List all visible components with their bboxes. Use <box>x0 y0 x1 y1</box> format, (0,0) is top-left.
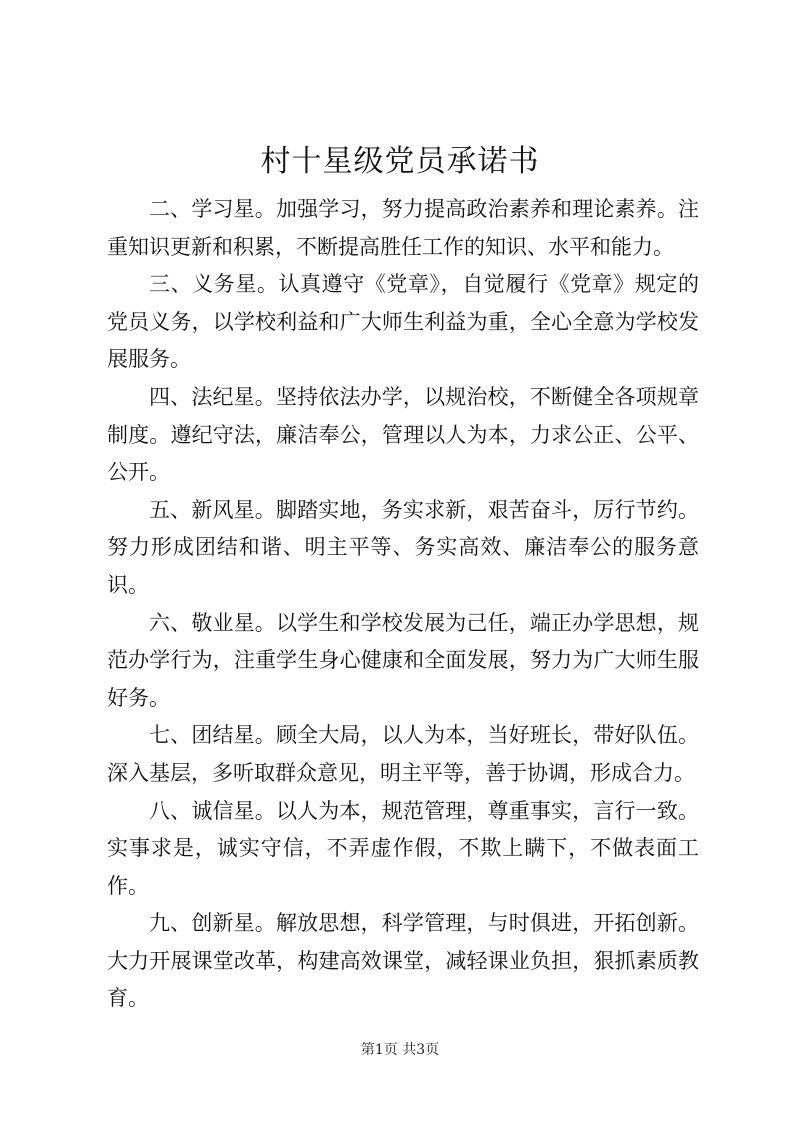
paragraph-dedication-star: 六、敬业星。以学生和学校发展为己任，端正办学思想，规范办学行为，注重学生身心健康和全面发展，努力为广大师生服好务。 <box>107 610 699 710</box>
paragraph-integrity-star: 八、诚信星。以人为本，规范管理，尊重事实，言行一致。实事求是，诚实守信，不弄虚作假，不欺上瞒下，不做表面工作。 <box>107 798 699 898</box>
paragraph-duty-star: 三、义务星。认真遵守《党章》，自觉履行《党章》规定的党员义务，以学校利益和广大师生利益为重，全心全意为学校发展服务。 <box>107 272 699 372</box>
paragraph-unity-star: 七、团结星。顾全大局，以人为本，当好班长，带好队伍。深入基层，多听取群众意见，明主平等，善于协调，形成合力。 <box>107 723 699 785</box>
paragraph-new-style-star: 五、新风星。脚踏实地，务实求新，艰苦奋斗，厉行节约。努力形成团结和谐、明主平等、务实高效、廉洁奉公的服务意识。 <box>107 497 699 597</box>
document-title: 村十星级党员承诺书 <box>260 144 540 179</box>
paragraph-innovation-star: 九、创新星。解放思想，科学管理，与时俱进，开拓创新。大力开展课堂改革，构建高效课堂，减轻课业负担，狠抓素质教育。 <box>107 911 699 1011</box>
paragraph-study-star: 二、学习星。加强学习，努力提高政治素养和理论素养。注重知识更新和积累，不断提高胜任工作的知识、水平和能力。 <box>107 197 699 259</box>
paragraph-discipline-star: 四、法纪星。坚持依法办学，以规治校，不断健全各项规章制度。遵纪守法，廉洁奉公，管理以人为本，力求公正、公平、公开。 <box>107 384 699 485</box>
page-number-footer: 第1页 共3页 <box>360 1042 440 1058</box>
document-body <box>107 191 699 1018</box>
